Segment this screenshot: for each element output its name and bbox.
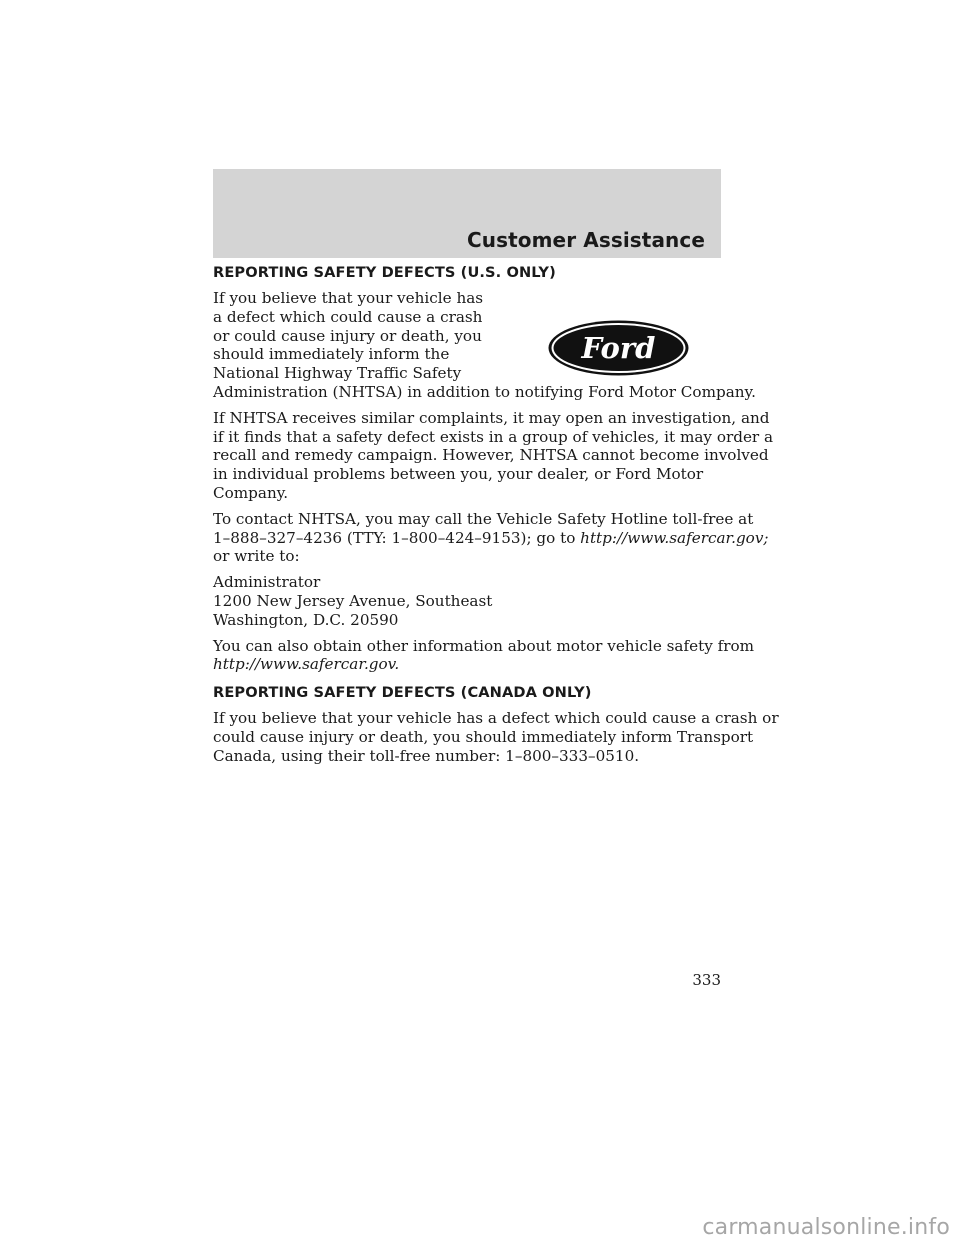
text-line: Canada, using their toll-free number: 1–800–333–0510. [213,746,640,765]
us-paragraph-4 [213,636,755,675]
address-line: Administrator [213,573,321,592]
text-line [213,655,721,674]
text-line: You can also obtain other information about motor vehicle safety from [213,636,755,655]
section-title: Customer Assistance [466,228,705,252]
page-number: 333 [692,971,721,989]
text-line: in individual problems between you, your dealer, or Ford Motor [213,465,704,484]
text-line: To contact NHTSA, you may call the Vehicle Safety Hotline toll-free at [213,509,754,528]
text-line: or write to: [213,547,300,566]
canada-paragraph [213,709,779,765]
text-line: or could cause injury or death, you [213,326,482,345]
text-line [213,528,769,548]
address-line: 1200 New Jersey Avenue, Southeast [213,591,493,610]
safercar-link[interactable]: http://www.safercar.gov; [580,528,769,547]
heading-us: REPORTING SAFETY DEFECTS (U.S. ONLY) [213,264,556,281]
text-line: If NHTSA receives similar complaints, it may open an investigation, and [213,408,770,427]
text-line: recall and remedy campaign. However, NHTSA cannot become involved [213,446,769,465]
ford-oval-logo-icon [547,319,690,377]
text-line: should immediately inform the [213,345,450,364]
safercar-link[interactable]: http://www.safercar.gov. [213,655,400,674]
text-line: Administration (NHTSA) in addition to notifying Ford Motor Company. [213,382,756,401]
us-paragraph-3 [213,509,769,566]
section-header-band [213,169,721,258]
ford-logo [481,289,721,413]
heading-canada: REPORTING SAFETY DEFECTS (CANADA ONLY) [213,684,592,702]
text-line: if it finds that a safety defect exists in a group of vehicles, it may order a [213,427,774,446]
mailing-address [213,573,721,629]
text-line: National Highway Traffic Safety [213,364,462,383]
text-line: Company. [213,483,289,502]
text-line: could cause injury or death, you should immediately inform Transport [213,727,754,746]
us-paragraph-2 [213,408,774,503]
hotline-text: 1–888–327–4236 (TTY: 1–800–424–9153); go to [213,528,581,547]
address-line: Washington, D.C. 20590 [213,610,399,629]
text-line: If you believe that your vehicle has a defect which could cause a crash or [213,709,779,728]
watermark: carmanualsonline.info [702,1215,950,1240]
ford-logo-text: Ford [581,331,656,365]
text-line: If you believe that your vehicle has [213,289,484,307]
page-content [213,264,779,773]
text-line: a defect which could cause a crash [213,307,483,326]
